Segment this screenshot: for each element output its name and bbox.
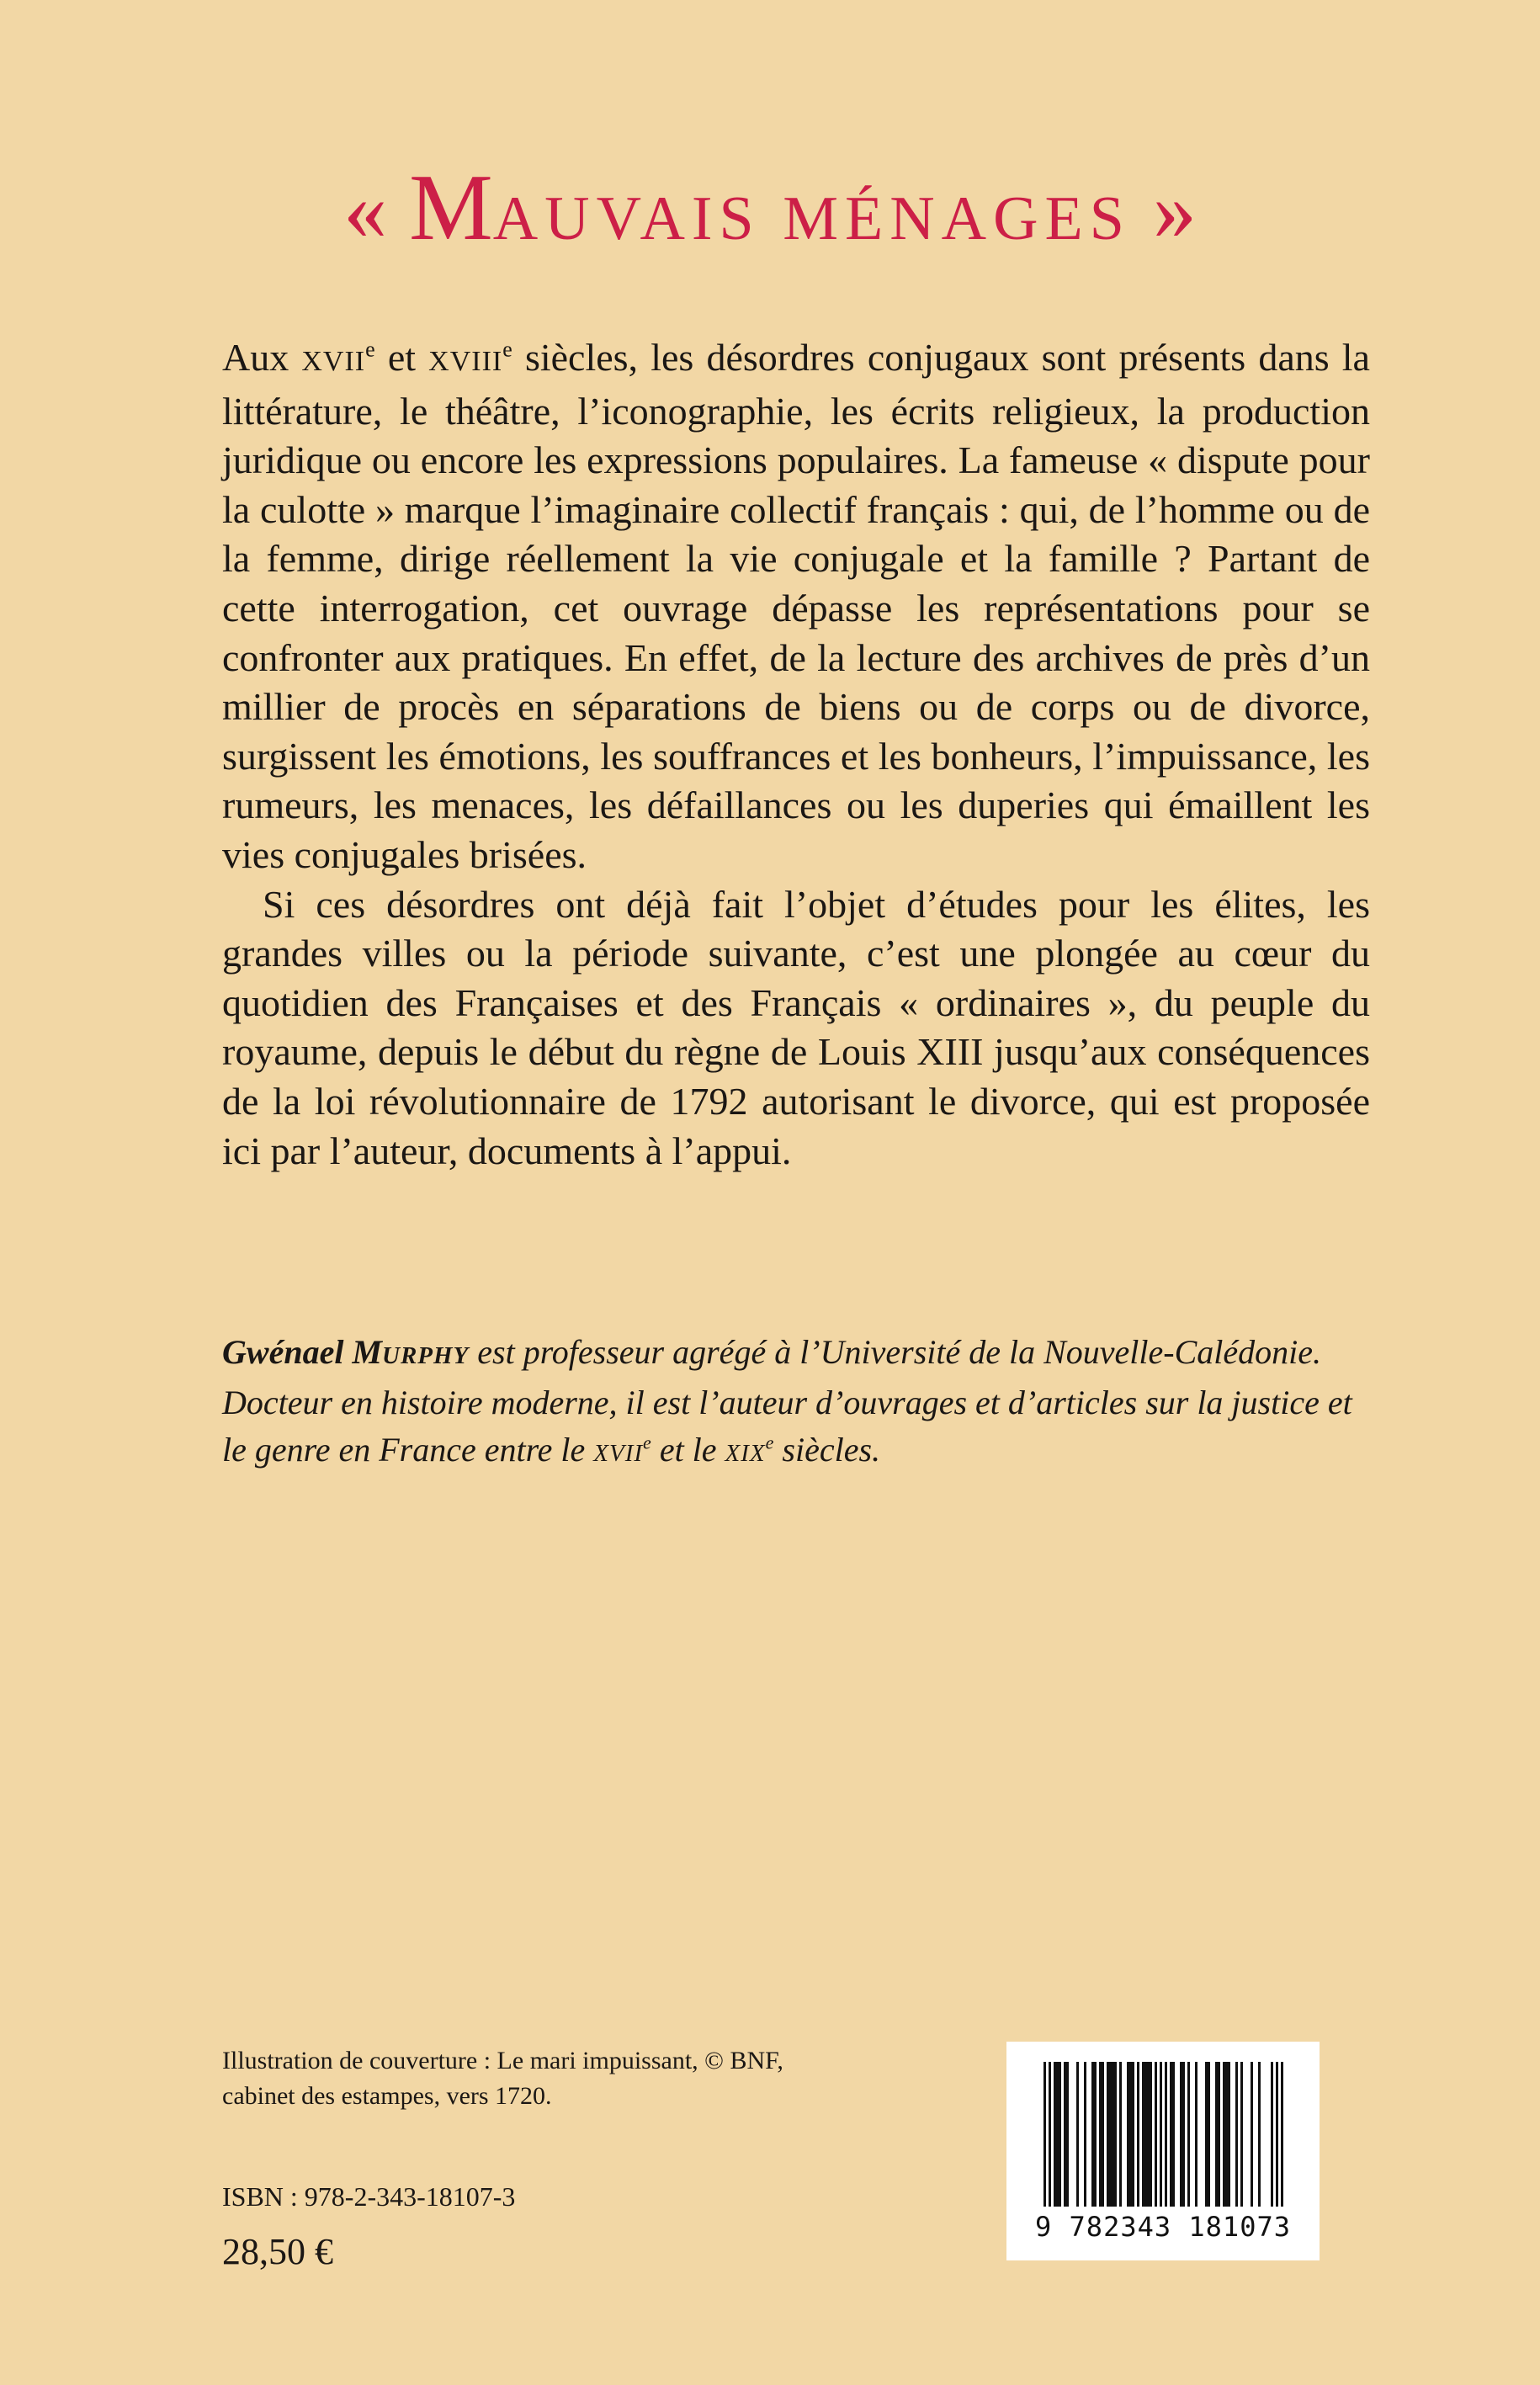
century-18: XVIII <box>428 346 503 377</box>
barcode-bar <box>1127 2062 1129 2207</box>
barcode-bar <box>1091 2062 1094 2207</box>
barcode-bar <box>1182 2062 1185 2207</box>
author-name: Gwénael M <box>222 1333 382 1371</box>
barcode-bar <box>1240 2062 1243 2207</box>
barcode-bar <box>1187 2062 1190 2207</box>
title-close-quote: » <box>1130 162 1197 258</box>
barcode-bar <box>1150 2062 1152 2207</box>
barcode-bar <box>1056 2062 1059 2207</box>
author-line-2: Docteur en histoire moderne, il est l’auteur d’ouvrages et d’articles sur la justice et <box>222 1384 1352 1421</box>
barcode-bar <box>1170 2062 1172 2207</box>
barcode-bar <box>1215 2062 1218 2207</box>
barcode-bar <box>1165 2062 1167 2207</box>
barcode-bar <box>1066 2062 1069 2207</box>
barcode-bar <box>1119 2062 1122 2207</box>
barcode-bar <box>1099 2062 1102 2207</box>
barcode-bar <box>1059 2062 1061 2207</box>
author-line-3 <box>222 1426 1370 1477</box>
barcode-bar <box>1225 2062 1228 2207</box>
barcode-bar <box>1251 2062 1253 2207</box>
blurb-paragraph-2: Si ces désordres ont déjà fait l’objet d’études pour les élites, les grandes villes ou la période suivante, c’est une plongée au cœur du quotidien des Françaises et des Français « ordinaires », du peuple du royaume, depuis le début du règne de Louis XIII jusqu’aux conséquences de la loi révolutionnaire de 1792 autorisant le divorce, qui est proposée ici par l’auteur, documents à l’appui. <box>222 882 1370 1172</box>
barcode-bar <box>1109 2062 1112 2207</box>
barcode-bar <box>1228 2062 1230 2207</box>
cover-credit <box>222 2043 828 2114</box>
blurb-paragraph-1 <box>222 333 1370 880</box>
barcode-bar <box>1144 2062 1147 2207</box>
barcode-bar <box>1132 2062 1134 2207</box>
barcode-bar <box>1195 2062 1197 2207</box>
century-17-sup: e <box>365 337 375 362</box>
title-rest: AUVAIS MÉNAGES <box>492 184 1131 253</box>
barcode-bar <box>1107 2062 1109 2207</box>
barcode-bar <box>1155 2062 1157 2207</box>
barcode-bar <box>1172 2062 1175 2207</box>
title-open-quote: « <box>343 162 410 258</box>
blurb-p1-text: siècles, les désordres conjugaux sont présents dans la littérature, le théâtre, l’iconographie, les écrits religieux, la production juridique ou encore les expressions populaires. La fameuse « dispute pour la culotte » marque l’imaginaire collectif français : qui, de l’homme ou de la femme, dirige réellement la vie conjugale et la famille ? Partant de cette interrogation, cet ouvrage dépasse les représentations pour se confronter aux pratiques. En effet, de la lecture des archives de près d’un millier de procès en séparations de biens ou de corps ou de divorce, surgissent les émotions, les souffrances et les bonheurs, l’impuissance, les rumeurs, les menaces, les défaillances ou les duperies qui émaillent les vies conjugales brisées. <box>222 336 1370 876</box>
barcode-bar <box>1281 2062 1283 2207</box>
author-line-1 <box>222 1329 1370 1379</box>
barcode <box>1006 2042 1320 2260</box>
barcode-bar <box>1084 2062 1086 2207</box>
barcode-bar <box>1054 2062 1056 2207</box>
barcode-bar <box>1276 2062 1278 2207</box>
barcode-bar <box>1258 2062 1261 2207</box>
barcode-bar <box>1223 2062 1225 2207</box>
barcode-bar <box>1137 2062 1139 2207</box>
century-18-sup: e <box>502 337 512 362</box>
barcode-bars <box>1006 2042 1320 2210</box>
barcode-bar <box>1064 2062 1066 2207</box>
barcode-bar <box>1142 2062 1144 2207</box>
title-initial: M <box>409 156 493 260</box>
barcode-bar <box>1114 2062 1117 2207</box>
barcode-bar <box>1160 2062 1162 2207</box>
author-century-19-sup: e <box>765 1432 774 1453</box>
author-century-17: XVII <box>593 1440 644 1467</box>
author-line-3-c: siècles. <box>773 1431 881 1469</box>
credit-line-2: cabinet des estampes, vers 1720. <box>222 2082 552 2110</box>
book-title <box>0 153 1540 274</box>
barcode-bar <box>1076 2062 1079 2207</box>
blurb <box>222 333 1370 1176</box>
barcode-bar <box>1205 2062 1208 2207</box>
barcode-bar <box>1235 2062 1238 2207</box>
author-century-17-sup: e <box>643 1432 651 1453</box>
price: 28,50 € <box>222 2231 333 2272</box>
isbn: ISBN : 978-2-343-18107-3 <box>222 2181 516 2212</box>
barcode-bar <box>1112 2062 1114 2207</box>
credit-line-1: Illustration de couverture : Le mari impuissant, © BNF, <box>222 2047 783 2074</box>
author-line-3-b: et le <box>651 1431 725 1469</box>
barcode-bar <box>1271 2062 1273 2207</box>
barcode-bar <box>1208 2062 1210 2207</box>
barcode-bar <box>1180 2062 1182 2207</box>
blurb-p1-and: et <box>374 336 429 379</box>
author-century-19: XIX <box>725 1440 766 1467</box>
barcode-bar <box>1049 2062 1051 2207</box>
author-line-3-a: le genre en France entre le <box>222 1431 594 1469</box>
blurb-p1-start: Aux <box>222 336 302 379</box>
author-surname: URPHY <box>382 1342 470 1369</box>
century-17: XVII <box>301 346 366 377</box>
barcode-bar <box>1043 2062 1046 2207</box>
barcode-bar <box>1129 2062 1132 2207</box>
author-line-1-rest: est professeur agrégé à l’Université de la Nouvelle-Calédonie. <box>469 1333 1322 1371</box>
author-bio <box>222 1329 1370 1477</box>
barcode-bar <box>1147 2062 1150 2207</box>
barcode-bar <box>1218 2062 1220 2207</box>
barcode-bar <box>1094 2062 1097 2207</box>
barcode-bar <box>1102 2062 1104 2207</box>
barcode-digits: 9 782343 181073 <box>1035 2211 1291 2243</box>
